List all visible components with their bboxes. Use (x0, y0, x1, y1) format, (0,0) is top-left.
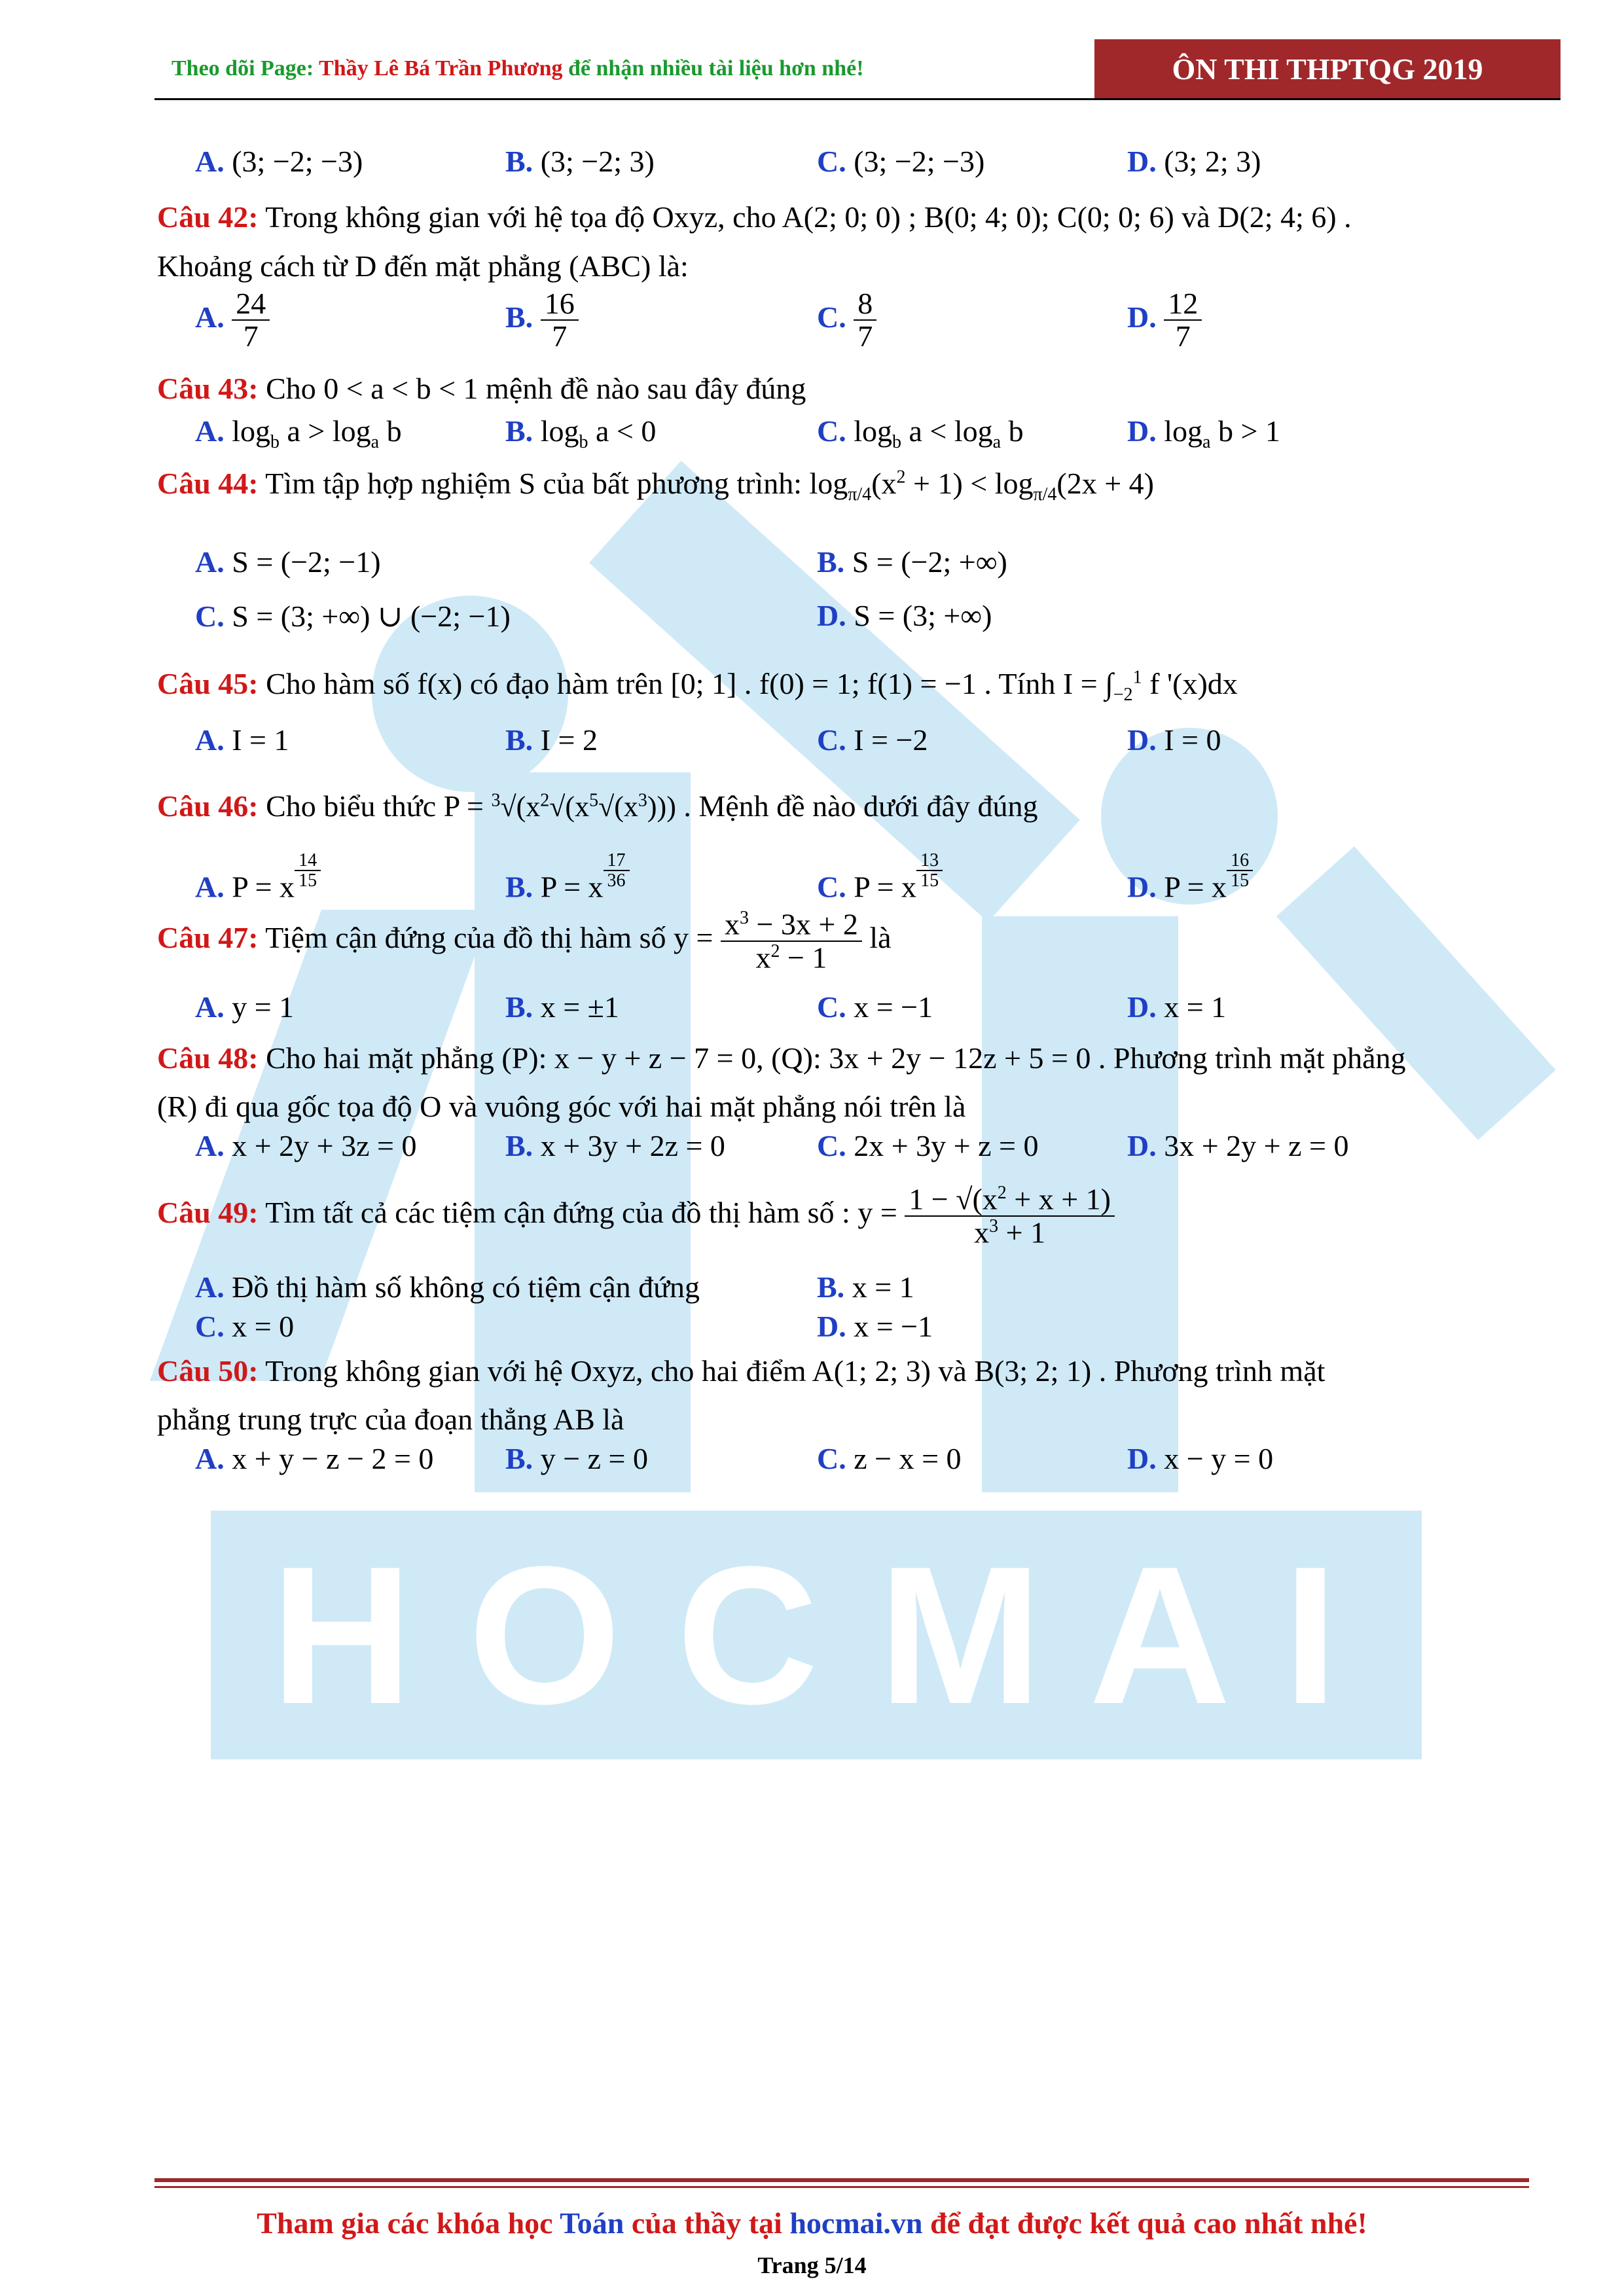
footer-site-link[interactable]: hocmai.vn (789, 2206, 923, 2240)
q45-option-b (505, 723, 598, 757)
header-teacher-name[interactable]: Thầy Lê Bá Trần Phương (319, 56, 563, 81)
q50-option-b (505, 1441, 648, 1476)
option-label: C. (817, 1129, 846, 1162)
q50-option-a (195, 1441, 433, 1476)
q49-fraction: $\frac{1 - √(x^2 + x + 1)}{x^3 + 1}$ (905, 1183, 1115, 1248)
question-44 (157, 466, 1154, 505)
option-label: C. (817, 870, 846, 904)
option-label: C. (817, 990, 846, 1024)
exponent-fraction (295, 851, 321, 891)
option-text: (3; −2; −3) (854, 145, 985, 178)
fraction-denominator: 7 (1175, 319, 1191, 353)
option-text: x = ±1 (540, 990, 619, 1024)
option-label: D. (1127, 1129, 1157, 1162)
option-text: x = 0 (232, 1310, 295, 1343)
question-label: Câu 48: (157, 1041, 259, 1075)
fraction-denominator: 15 (298, 870, 317, 891)
q41-option-d (1127, 144, 1261, 179)
q49-option-b (817, 1270, 914, 1304)
option-text: x = 1 (1164, 990, 1227, 1024)
footer-promo (0, 2206, 1624, 2240)
q46-option-c: C. P = x $\frac{13}{15}$ (817, 851, 943, 905)
q45-option-c (817, 723, 928, 757)
header-promo-text: Theo dõi Page: (171, 56, 319, 81)
fraction-numerator: 16 (541, 288, 579, 321)
watermark-hocmai-box (211, 1511, 1422, 1759)
option-label: A. (195, 414, 225, 448)
option-text: S = (−2; −1) (232, 545, 381, 579)
q47-option-a (195, 990, 294, 1024)
question-label: Câu 49: (157, 1196, 259, 1230)
option-label: B. (817, 1270, 845, 1304)
option-text: (3; −2; −3) (232, 145, 363, 178)
q44-option-a (195, 545, 381, 579)
header-promo-text: để nhận nhiều tài liệu hơn nhé! (562, 56, 864, 81)
option-text: z − x = 0 (854, 1442, 962, 1475)
question-text: Tiệm cận đứng của đồ thị hàm số y = (258, 921, 721, 955)
q48-option-b (505, 1128, 725, 1163)
option-text: (3; −2; 3) (540, 145, 655, 178)
fraction-denominator: 15 (1231, 870, 1250, 891)
question-text: là (861, 921, 892, 955)
fraction-denominator: 7 (243, 319, 259, 353)
footer-text: để đạt được kết quả cao nhất nhé! (922, 2206, 1367, 2240)
option-label: C. (817, 414, 846, 448)
fraction-numerator: 24 (232, 288, 270, 321)
question-47 (157, 908, 892, 973)
fraction-numerator: 17 (604, 851, 630, 871)
q50-option-c (817, 1441, 962, 1476)
q44-option-d (817, 598, 992, 633)
q45-option-d (1127, 723, 1221, 757)
watermark-letter: I (1283, 1525, 1338, 1745)
question-text: Cho 0 < a < b < 1 mệnh đề nào sau đây đúng (258, 372, 806, 405)
fraction-numerator: 16 (1227, 851, 1253, 871)
question-48-line2: (R) đi qua gốc tọa độ O và vuông góc với hai mặt phẳng nói trên là (157, 1090, 966, 1123)
page-number: Trang 5/14 (757, 2252, 867, 2278)
option-label: A. (195, 300, 225, 334)
footer-text: Tham gia các khóa học (257, 2206, 560, 2240)
option-text: x = 1 (852, 1270, 914, 1304)
option-label: B. (505, 1442, 533, 1475)
header-divider (154, 98, 1561, 100)
fraction (1164, 288, 1202, 353)
option-text: S = (3; +∞) ∪ (−2; −1) (232, 600, 511, 633)
option-label: D. (1127, 990, 1157, 1024)
exponent-fraction (1227, 851, 1253, 891)
question-text: Cho biểu thức P = (258, 789, 492, 823)
fraction (541, 288, 579, 353)
q41-option-c (817, 144, 984, 179)
fraction-denominator: 15 (920, 870, 939, 891)
question-42 (157, 200, 1352, 234)
question-text: Tìm tất cả các tiệm cận đứng của đồ thị hàm số : y = (258, 1196, 905, 1230)
option-label: A. (195, 723, 225, 757)
q43-option-a: A. $\log_b a > \log_a b$ (195, 414, 402, 453)
question-label: Câu 50: (157, 1354, 259, 1388)
q42-option-b (505, 288, 579, 353)
question-50 (157, 1354, 1325, 1388)
option-text: I = −2 (854, 723, 928, 757)
exponent-fraction (604, 851, 630, 891)
option-text: y − z = 0 (540, 1442, 648, 1475)
header-badge: ÔN THI THPTQG 2019 (1094, 39, 1561, 99)
option-text: 3x + 2y + z = 0 (1164, 1129, 1349, 1162)
footer-text: của thầy tại (624, 2206, 790, 2240)
question-text: Cho hai mặt phẳng (P): x − y + z − 7 = 0, (Q): 3x + 2y − 12z + 5 = 0 . Phương trình mặt phẳng (258, 1041, 1406, 1075)
fraction-numerator: 13 (916, 851, 943, 871)
q44-inequality: $\log_{\pi/4}(x^2 + 1) < \log_{\pi/4}(2x + 4)$ (809, 467, 1155, 505)
question-label: Câu 45: (157, 667, 259, 700)
question-48 (157, 1041, 1406, 1075)
q44-option-b (817, 545, 1007, 579)
option-label: D. (1127, 723, 1157, 757)
option-label: D. (1127, 145, 1157, 178)
q42-option-d (1127, 288, 1202, 353)
q46-option-a: A. P = x $\frac{14}{15}$ (195, 851, 321, 905)
question-49 (157, 1183, 1115, 1248)
option-label: A. (195, 1270, 225, 1304)
question-label: Câu 47: (157, 921, 259, 955)
q42-option-a (195, 288, 270, 353)
q43-option-d: D. $\log_a b > 1$ (1127, 414, 1280, 453)
q49-option-c (195, 1309, 294, 1344)
question-text: Tìm tập hợp nghiệm S của bất phương trình: (258, 467, 810, 500)
option-text: I = 2 (540, 723, 598, 757)
option-label: B. (505, 145, 533, 178)
q48-option-c (817, 1128, 1038, 1163)
question-label: Câu 43: (157, 372, 259, 405)
option-text: x + 3y + 2z = 0 (540, 1129, 725, 1162)
q41-option-b (505, 144, 655, 179)
watermark-letter: O (468, 1525, 621, 1745)
q46-option-b: B. P = x $\frac{17}{36}$ (505, 851, 630, 905)
fraction-denominator: 36 (607, 870, 626, 891)
option-label: A. (195, 145, 225, 178)
q46-expression: $^3√(x^2√(x^5√(x^3)))$ (491, 790, 676, 823)
fraction-numerator: 12 (1164, 288, 1202, 321)
question-50-line2: phẳng trung trực của đoạn thẳng AB là (157, 1403, 624, 1436)
option-label: A. (195, 990, 225, 1024)
option-text: S = (3; +∞) (854, 599, 992, 632)
option-label: D. (1127, 300, 1157, 334)
exponent-fraction (916, 851, 943, 891)
q43-option-b: B. $\log_b a < 0$ (505, 414, 657, 453)
q41-option-a (195, 144, 363, 179)
question-text: Cho hàm số f(x) có đạo hàm trên [0; 1] . f(0) = 1; f(1) = −1 . Tính I = (258, 667, 1106, 700)
q48-option-a (195, 1128, 416, 1163)
q45-option-a (195, 723, 289, 757)
question-label: Câu 44: (157, 467, 259, 500)
watermark-letter: A (1089, 1525, 1231, 1745)
fraction-numerator: 8 (854, 288, 876, 321)
footer-subject: Toán (560, 2206, 624, 2240)
option-text: y = 1 (232, 990, 295, 1024)
option-label: D. (1127, 870, 1157, 904)
fraction-denominator: 7 (552, 319, 568, 353)
question-43 (157, 371, 806, 406)
option-label: A. (195, 545, 225, 579)
question-42-line2: Khoảng cách từ D đến mặt phẳng (ABC) là: (157, 249, 689, 283)
option-label: C. (817, 723, 846, 757)
option-label: C. (195, 1310, 225, 1343)
fraction-numerator: 14 (295, 851, 321, 871)
q44-option-c (195, 598, 511, 634)
option-text: x = −1 (854, 990, 933, 1024)
fraction (854, 288, 876, 353)
q50-option-d (1127, 1441, 1273, 1476)
option-text: (3; 2; 3) (1164, 145, 1261, 178)
fraction (232, 288, 270, 353)
option-label: D. (1127, 1442, 1157, 1475)
footer-divider (154, 2178, 1529, 2182)
option-text: x + y − z − 2 = 0 (232, 1442, 434, 1475)
option-text: I = 1 (232, 723, 289, 757)
option-label: B. (505, 414, 533, 448)
option-text: x + 2y + 3z = 0 (232, 1129, 417, 1162)
q47-fraction: $\frac{x^3 - 3x + 2}{x^2 - 1}$ (721, 908, 862, 973)
question-text: Trong không gian với hệ tọa độ Oxyz, cho A(2; 0; 0) ; B(0; 4; 0); C(0; 0; 6) và D(2; 4; 6) . (258, 200, 1352, 234)
q47-option-b (505, 990, 619, 1024)
watermark-letter: M (878, 1525, 1042, 1745)
option-text: 2x + 3y + z = 0 (854, 1129, 1039, 1162)
q43-option-c: C. $\log_b a < \log_a b$ (817, 414, 1024, 453)
option-label: C. (817, 1442, 846, 1475)
q42-option-c (817, 288, 876, 353)
q49-option-d (817, 1309, 933, 1344)
option-label: A. (195, 870, 225, 904)
question-45 (157, 666, 1238, 706)
option-text: I = 0 (1164, 723, 1221, 757)
q49-option-a (195, 1270, 700, 1304)
fraction-denominator: 7 (857, 319, 873, 353)
option-label: D. (817, 599, 846, 632)
option-label: B. (505, 990, 533, 1024)
watermark-letter: H (270, 1525, 413, 1745)
watermark-arm-right (1276, 846, 1556, 1140)
option-label: D. (817, 1310, 846, 1343)
header-promo (171, 56, 864, 81)
option-label: C. (195, 600, 225, 633)
watermark-letter: C (676, 1525, 819, 1745)
option-label: B. (505, 300, 533, 334)
question-label: Câu 42: (157, 200, 259, 234)
q47-option-c (817, 990, 933, 1024)
question-text: Trong không gian với hệ Oxyz, cho hai điểm A(1; 2; 3) và B(3; 2; 1) . Phương trình mặt (258, 1354, 1326, 1388)
option-label: B. (505, 723, 533, 757)
option-text: x − y = 0 (1164, 1442, 1274, 1475)
question-text: . Mệnh đề nào dưới đây đúng (676, 789, 1038, 823)
option-label: C. (817, 145, 846, 178)
footer-divider (154, 2186, 1529, 2188)
option-label: D. (1127, 414, 1157, 448)
option-label: B. (817, 545, 845, 579)
q48-option-d (1127, 1128, 1348, 1163)
q46-option-d: D. P = x $\frac{16}{15}$ (1127, 851, 1253, 905)
question-label: Câu 46: (157, 789, 259, 823)
option-label: A. (195, 1442, 225, 1475)
option-label: B. (505, 1129, 533, 1162)
option-label: C. (817, 300, 846, 334)
option-text: S = (−2; +∞) (852, 545, 1007, 579)
option-text: x = −1 (854, 1310, 933, 1343)
question-46 (157, 789, 1038, 823)
option-label: A. (195, 1129, 225, 1162)
q47-option-d (1127, 990, 1226, 1024)
option-label: B. (505, 870, 533, 904)
option-text: Đồ thị hàm số không có tiệm cận đứng (224, 1270, 700, 1304)
q45-integral: $\int_{-2}^1$ f '(x)dx (1105, 667, 1238, 706)
